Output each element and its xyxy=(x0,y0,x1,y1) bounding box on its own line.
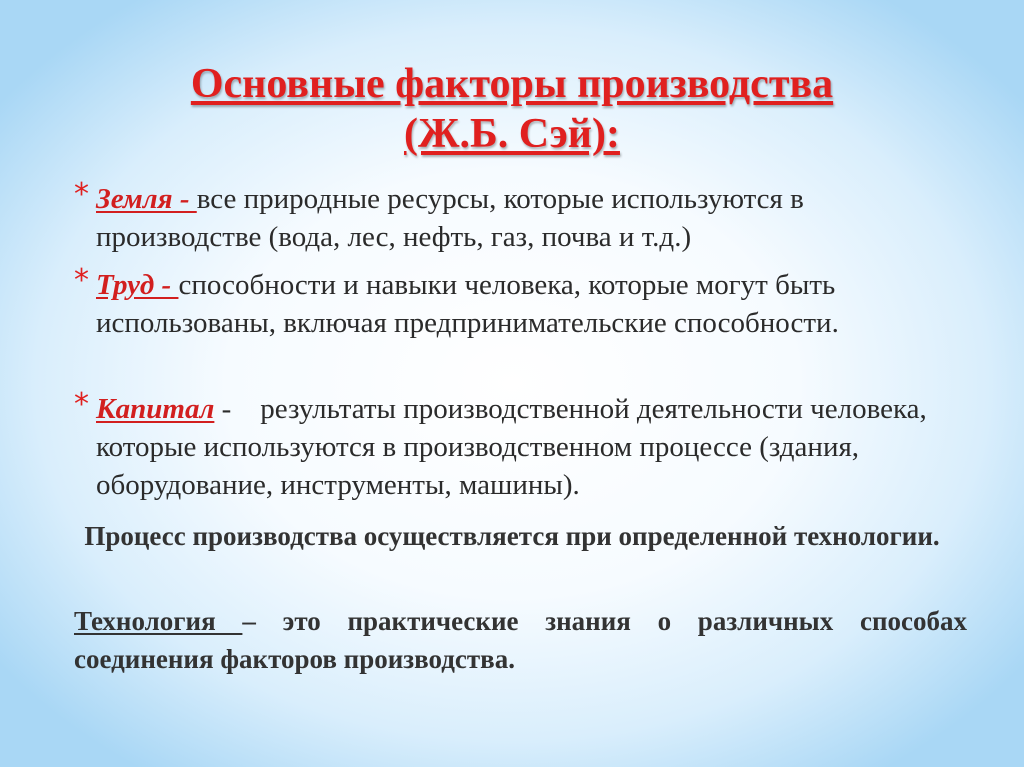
bullet-text xyxy=(74,180,954,256)
bullet-text xyxy=(74,390,954,504)
bullet-star-icon: * xyxy=(74,177,89,212)
process-statement: Процесс производства осуществляется при определенной технологии. xyxy=(84,521,940,551)
slide-title-line2: (Ж.Б. Сэй): xyxy=(404,111,620,157)
slide-title-line1: Основные факторы производства xyxy=(190,61,834,107)
bullet-star-icon: * xyxy=(74,263,89,298)
bullet-zemlya xyxy=(74,177,954,256)
technology-text: – это практические знания о различных способах соединения факторов производства. xyxy=(74,606,967,674)
bullet-body: результаты производственной деятельности человека, которые используются в производственном процессе (здания, оборудование, инструменты, машины). xyxy=(96,393,927,501)
bullet-star-icon: * xyxy=(74,387,89,422)
technology-definition xyxy=(74,602,967,678)
term-kapital: Капитал xyxy=(96,393,215,425)
term-technology: Технология xyxy=(74,606,243,636)
term-zemlya: Земля - xyxy=(96,183,197,215)
bullet-body: способности и навыки человека, которые могут быть использованы, включая предпринимательские способности. xyxy=(96,269,839,339)
bullet-kapital xyxy=(74,387,954,504)
term-trud: Труд - xyxy=(96,269,179,301)
term-dash: - xyxy=(214,393,261,425)
bullet-trud xyxy=(74,263,954,342)
bullet-text xyxy=(74,266,954,342)
bullet-body: все природные ресурсы, которые используются в производстве (вода, лес, нефть, газ, почва и т.д.) xyxy=(96,183,804,253)
